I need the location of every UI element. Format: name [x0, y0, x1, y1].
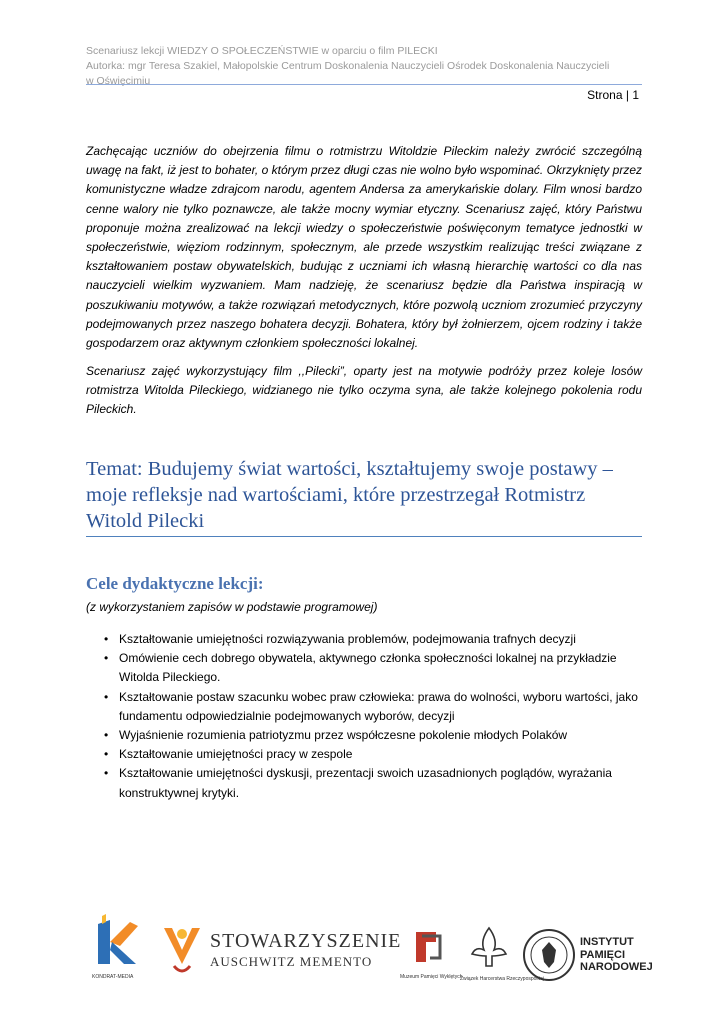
header-line-3: w Oświęcimiu — [86, 75, 151, 87]
bullet-icon: • — [104, 689, 109, 704]
list-item — [86, 649, 642, 687]
kondrat-media-label: KONDRAT-MEDIA — [92, 974, 134, 980]
bullet-icon: • — [104, 766, 109, 781]
intro-paragraph-2: Scenariusz zajęć wykorzystujący film ,,Pilecki”, oparty jest na motywie podróży przez koleje losów rotmistrza Witolda Pileckiego, widzianego nie tylko oczyma syna, ale także kolejnego pokolenia rodu Pileckich. — [86, 364, 642, 417]
muzeum-label: Muzeum Pamięci Wyklętych — [400, 974, 463, 980]
goal-text: Kształtowanie umiejętności dyskusji, prezentacji swoich uzasadnionych poglądów, wyrażania konstruktywnej krytyki. — [119, 766, 612, 800]
goals-list — [86, 630, 642, 803]
zwiazek-label: Związek Harcerstwa Rzeczypospolitej — [460, 976, 544, 982]
page-header — [86, 44, 642, 89]
list-item — [86, 688, 642, 726]
stowarzyszenie-logo — [158, 912, 402, 992]
intro-paragraph-1: Zachęcając uczniów do obejrzenia filmu o rotmistrzu Witoldzie Pileckim należy zwrócić szczególną uwagę na fakt, iż jest to bohater, o którym przez długi czas nie wolno było wspominać. Okrzyknięty przez komunistyczne władze zdrajcom narodu, agentem Andersa za amerykańskie dolary. Film wnosi bardzo cenne walory nie tylko poznawcze, ale także mocny wymiar etyczny. Scenariusz zajęć, który Państwu proponuje można zrealizować na lekcji wiedzy o społeczeństwie poświęconym tematyce jednostki w społeczeństwie, więziom rodzinnym, społecznym, ale przede wszystkim realizując treści związane z kształtowaniem postaw obywatelskich, budując z uczniami ich własną hierarchię wartości co dla nas nauczycieli wielkim wyzwaniem. Mam nadzieję, że scenariusz będzie dla Państwa inspiracją w poszukiwaniu motywów, a także rozwiązań metodycznych, które pozwolą uczniom zrozumieć przyczyny podejmowanych przez naszego bohatera decyzji. Bohatera, który był żołnierzem, ojcem rodziny i także gospodarzem oraz aktywnym członkiem społeczności lokalnej. — [86, 144, 642, 351]
list-item — [86, 726, 642, 745]
header-line-1: Scenariusz lekcji WIEDZY O SPOŁECZEŃSTWIE w oparciu o film PILECKI — [86, 45, 438, 57]
header-divider — [86, 84, 642, 85]
ipn-line-3: NARODOWEJ — [580, 961, 653, 973]
goal-text: Kształtowanie umiejętności pracy w zespole — [119, 747, 353, 762]
goal-text: Omówienie cech dobrego obywatela, aktywnego członka społeczności lokalnej na przykładzie Witolda Pileckiego. — [119, 651, 617, 685]
partner-logos — [90, 912, 653, 992]
list-item — [86, 745, 642, 764]
bullet-icon: • — [104, 632, 109, 646]
auschwitz-memento-name: AUSCHWITZ MEMENTO — [210, 954, 373, 969]
bullet-icon: • — [104, 728, 109, 743]
topic-heading: Temat: Budujemy świat wartości, kształtujemy swoje postawy – moje refleksje nad wartościami, które przestrzegał Rotmistrz Witold Pilecki — [86, 458, 613, 532]
page-number: Strona | 1 — [587, 88, 639, 102]
bullet-icon: • — [104, 651, 109, 666]
list-item — [86, 630, 642, 649]
stowarzyszenie-name: STOWARZYSZENIE — [210, 930, 402, 952]
list-item — [86, 764, 642, 802]
ipn-logo — [522, 924, 652, 988]
ipn-line-2: PAMIĘCI — [580, 948, 626, 961]
ipn-line-1: INSTYTUT — [580, 936, 634, 948]
muzeum-logo — [396, 922, 463, 992]
goals-heading: Cele dydaktyczne lekcji: — [86, 574, 264, 593]
goals-subtitle: (z wykorzystaniem zapisów w podstawie programowej) — [86, 600, 378, 614]
bullet-icon: • — [104, 747, 109, 762]
goal-text: Wyjaśnienie rozumienia patriotyzmu przez współczesne pokolenie młodych Polaków — [119, 728, 568, 743]
topic-divider — [86, 536, 642, 537]
header-line-2: Autorka: mgr Teresa Szakiel, Małopolskie Centrum Doskonalenia Nauczycieli Ośrodek Doskonalenia Nauczycieli — [86, 60, 610, 72]
zwiazek-harcerstwa-logo — [458, 922, 544, 992]
ipn-name — [580, 936, 653, 974]
goal-text: Kształtowanie umiejętności rozwiązywania problemów, podejmowania trafnych decyzji — [119, 632, 576, 646]
kondrat-media-logo — [90, 912, 146, 986]
goal-text: Kształtowanie postaw szacunku wobec praw człowieka: prawa do wolności, wyboru wartości, jako fundamentu odpowiedzialnie podejmowanych wyborów, decyzji — [119, 689, 638, 723]
